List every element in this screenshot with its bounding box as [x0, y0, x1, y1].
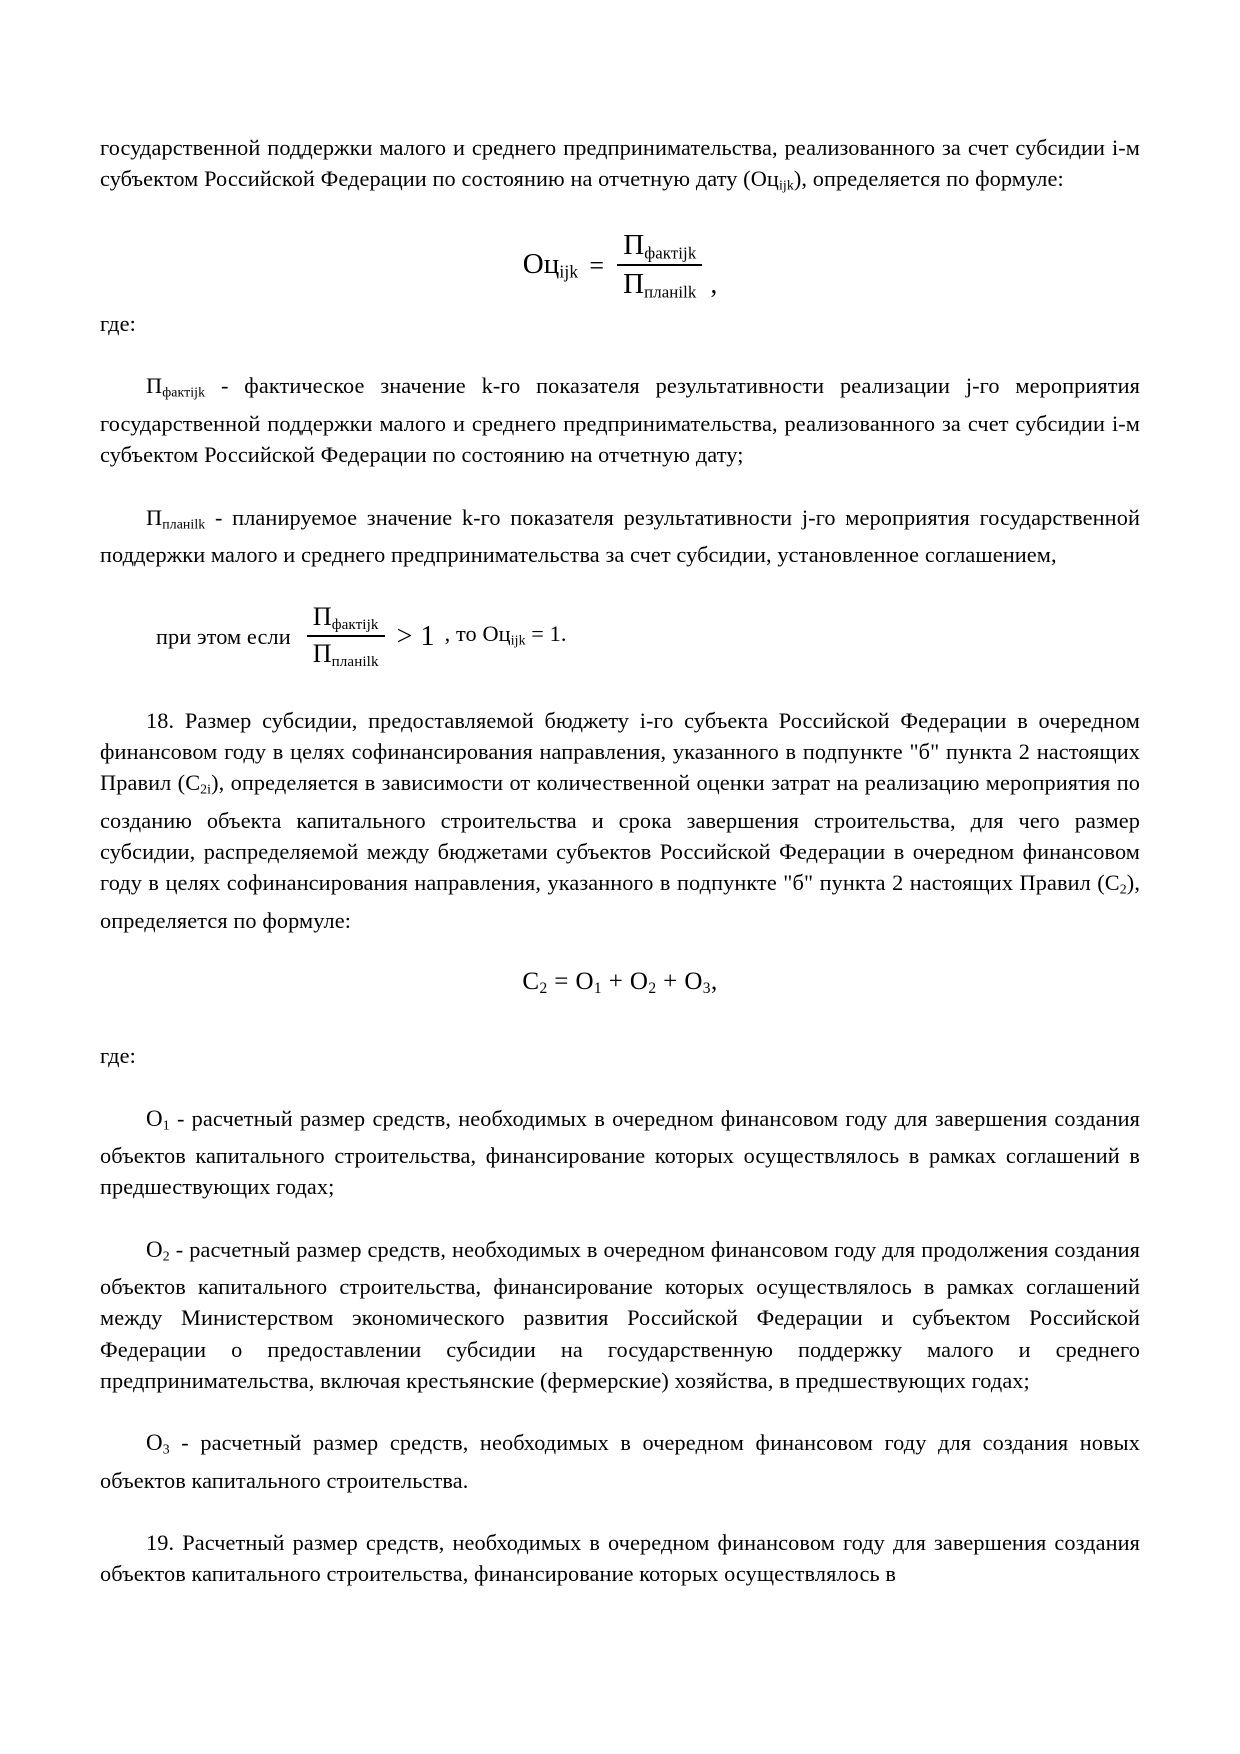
formula-oc-block [100, 229, 1140, 302]
definition-p-fakt-subscript: фактijk [162, 384, 206, 400]
condition-tail-prefix: , то Оц [444, 620, 511, 646]
definition-o1-text: - расчетный размер средств, необходимых в очередном финансовом году для завершения создания объектов капитального строительства, финансирование которых осуществлялось в рамках соглашений в предшествующих годах; [100, 1105, 1140, 1200]
formula-c2-plus-2: + [663, 968, 678, 996]
condition-fraction [307, 602, 385, 671]
condition-tail [445, 618, 567, 656]
formula-c2-block [100, 966, 1140, 1004]
formula-oc [523, 229, 718, 302]
definition-p-fakt [100, 370, 1140, 470]
condition-denominator-subscript: планilk [331, 654, 379, 671]
paragraph-18-part-a: 18. Размер субсидии, предоставляемой бюджету i-го субъекта Российской Федерации в очередном финансовом году в целях софинансирования направления, указанного в подпункте "б" пункта 2 настоящих Правил (С [100, 707, 1140, 796]
definition-p-plan [100, 502, 1140, 571]
paragraph-19: 19. Расчетный размер средств, необходимых в очередном финансовом году для завершения создания объектов капитального строительства, финансирование которых осуществлялось в [100, 1529, 1140, 1587]
paragraph-18-part-c: ), определяется по формуле: [100, 870, 1140, 934]
definition-p-plan-text: - планируемое значение k-го показателя результативности j-го мероприятия государственной поддержки малого и среднего предпринимательства за счет субсидии, установленное соглашением, [100, 504, 1140, 568]
paragraph-18-subscript-2i: 2i [200, 781, 212, 797]
formula-oc-lhs-subscript: ijk [559, 261, 579, 282]
definition-o1 [100, 1103, 1140, 1203]
condition-numerator-subscript: фактijk [331, 617, 379, 634]
formula-c2-equals: = [554, 968, 569, 996]
condition-denominator [307, 637, 385, 671]
condition-formula-line [100, 602, 1140, 671]
formula-oc-equals: = [589, 250, 605, 280]
condition-lead-text: при этом если [156, 624, 291, 650]
subscript-ijk: ijk [778, 177, 794, 193]
formula-c2-trailing-comma: , [710, 968, 718, 996]
definition-p-fakt-text: - фактическое значение k-го показателя результативности реализации j-го мероприятия государственной поддержки малого и среднего предпринимательства, реализованного за счет субсидии i-м субъектом Российской Федерации по состоянию на отчетную дату; [100, 373, 1140, 468]
formula-oc-denominator-subscript: планilk [644, 282, 697, 302]
formula-oc-fraction [617, 229, 702, 302]
definition-o3-text: - расчетный размер средств, необходимых в очередном финансовом году для создания новых объектов капитального строительства. [100, 1430, 1140, 1493]
formula-c2 [522, 968, 718, 998]
condition-numerator-base: П [312, 602, 332, 632]
condition-numerator [307, 602, 385, 635]
paragraph-18-part-b: ), определяется в зависимости от количественной оценки затрат на реализацию мероприятия по созданию объекта капитального строительства и срока завершения строительства, для чего размер субсидии, распределяемой между бюджетами субъектов Российской Федерации в очередном финансовом году в целях софинансирования направления, указанного в подпункте "б" пункта 2 настоящих Правил (С [100, 770, 1140, 896]
definition-o2-text: - расчетный размер средств, необходимых в очередном финансовом году для продолжения создания объектов капитального строительства, финансирование которых осуществлялось в рамках соглашений между Министерством экономического развития Российской Федерации и субъектом Российской Федерации о предоставлении субсидии на государственную поддержку малого и среднего предпринимательства, включая крестьянские (фермерские) хозяйства, в предшествующих годах; [100, 1236, 1140, 1393]
condition-tail-subscript: ijk [510, 632, 526, 648]
paragraph-18 [100, 705, 1140, 936]
formula-c2-term1-base: О [575, 968, 594, 996]
formula-c2-term1-subscript: 1 [593, 980, 603, 998]
definition-o1-symbol: О [146, 1105, 163, 1131]
definition-p-fakt-symbol: П [146, 373, 163, 399]
formula-oc-numerator-base: П [623, 228, 645, 261]
definition-p-plan-subscript: планilk [162, 515, 206, 531]
condition-tail-suffix: = 1. [525, 620, 567, 646]
paragraph-18-subscript-2: 2 [1119, 881, 1127, 897]
definition-o2-subscript: 2 [162, 1248, 170, 1264]
paragraph-continuation-top-tail: ), определяется по формуле: [793, 166, 1064, 192]
definition-p-plan-symbol: П [146, 504, 163, 530]
formula-c2-term3-subscript: 3 [702, 980, 711, 998]
formula-oc-denominator [617, 266, 702, 302]
formula-c2-plus-1: + [608, 968, 624, 996]
formula-oc-lhs-base: Оц [522, 248, 560, 281]
condition-denominator-base: П [312, 639, 332, 669]
definition-o3-subscript: 3 [162, 1441, 170, 1457]
formula-oc-numerator-subscript: фактijk [644, 243, 697, 263]
document-body [100, 132, 1140, 1589]
formula-oc-numerator [617, 229, 702, 264]
formula-c2-term2-base: О [629, 968, 649, 996]
condition-value: 1 [420, 621, 435, 653]
definition-o2 [100, 1234, 1140, 1396]
formula-c2-lhs-subscript: 2 [539, 980, 548, 998]
condition-greater-than: > [396, 621, 413, 653]
paragraph-continuation-top [100, 132, 1140, 201]
definition-o3-symbol: О [146, 1430, 163, 1456]
formula-oc-denominator-base: П [623, 268, 645, 301]
formula-c2-term3-base: О [684, 968, 703, 996]
definition-o3 [100, 1427, 1140, 1496]
paragraph-continuation-top-text: государственной поддержки малого и среднего предпринимательства, реализованного за счет субсидии i-м субъектом Российской Федерации по состоянию на отчетную дату (Оц [100, 135, 1140, 192]
definition-o2-symbol: О [146, 1236, 163, 1262]
formula-c2-lhs-base: С [522, 968, 540, 996]
formula-oc-lhs [523, 250, 579, 281]
where-label-1: где: [100, 311, 136, 337]
definition-o1-subscript: 1 [162, 1116, 170, 1132]
where-label-2: где: [100, 1043, 136, 1069]
formula-c2-term2-subscript: 2 [648, 980, 657, 998]
formula-oc-trailing-comma: , [710, 269, 718, 300]
